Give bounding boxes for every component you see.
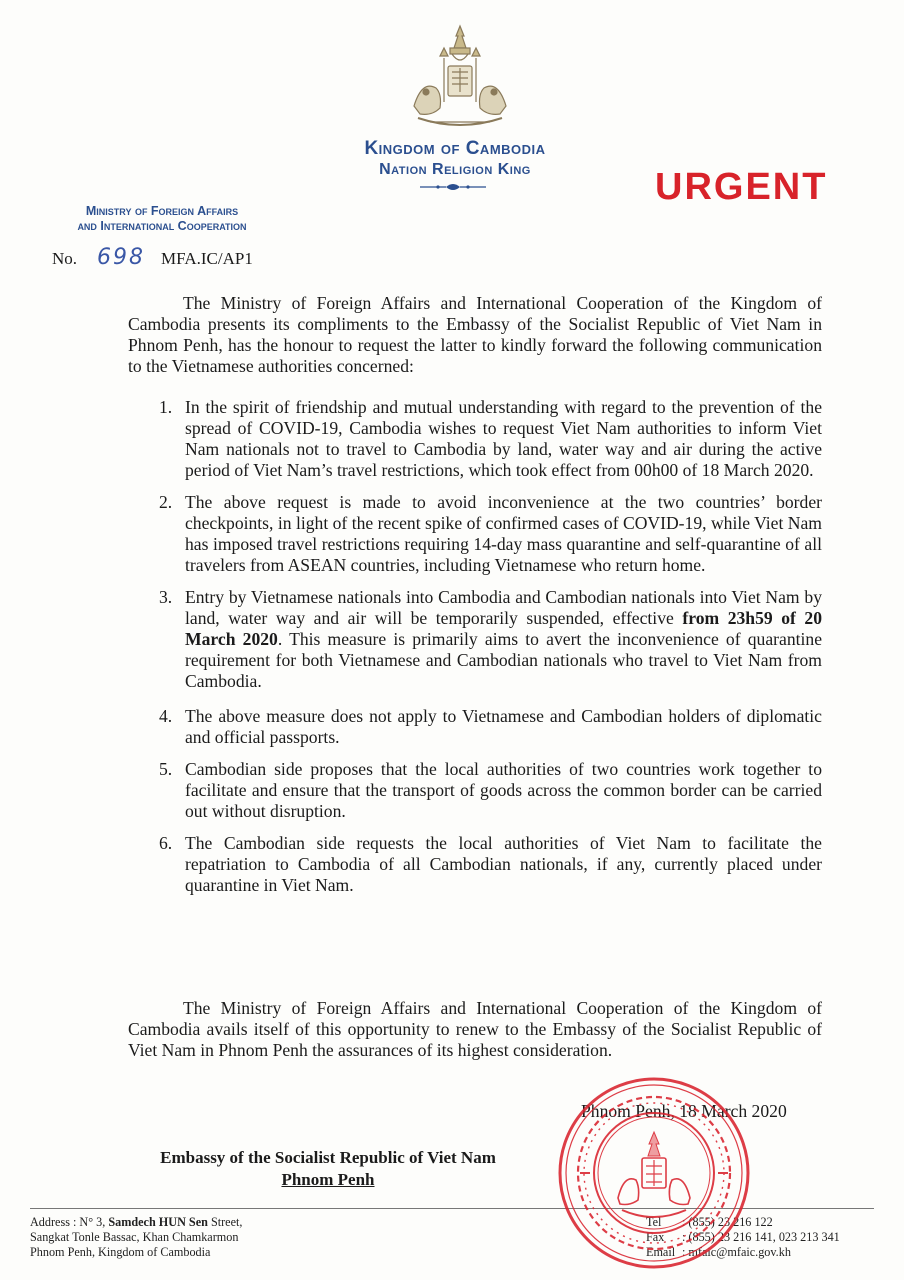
ministry-seal-stamp-icon	[556, 1074, 752, 1272]
reference-number	[52, 245, 253, 270]
reference-prefix: No.	[52, 249, 78, 268]
kingdom-title: Kingdom of Cambodia	[364, 138, 546, 159]
item-text-rest: . This measure is primarily aims to avert the inconvenience of quarantine requirement for both Vietnamese and Cambodian nationals who travel to Viet Nam from Cambodia.	[185, 629, 823, 691]
list-item	[159, 706, 822, 748]
email-value: : mfaic@mfaic.gov.kh	[682, 1245, 791, 1259]
ministry-line-2: and International Cooperation	[77, 219, 247, 233]
list-item	[159, 833, 822, 896]
reference-handwritten-number: 698	[97, 245, 146, 270]
kingdom-motto: Nation Religion King	[379, 161, 531, 178]
recipient-city: Phnom Penh	[281, 1170, 375, 1189]
item-text: The Cambodian side requests the local authorities of Viet Nam to facilitate the repatriation to Cambodia of all Cambodian nationals, if any, currently placed under quarantine in Viet Nam.	[185, 833, 822, 895]
item-text: Cambodian side proposes that the local authorities of two countries work together to facilitate and ensure that the transport of goods across the common border can be carried out without disruption.	[185, 759, 822, 821]
address-street: Samdech HUN Sen	[108, 1215, 208, 1229]
royal-coat-of-arms-icon	[400, 22, 520, 134]
list-item	[159, 492, 822, 576]
footer-address	[30, 1215, 242, 1260]
list-item	[159, 759, 822, 822]
closing-paragraph: The Ministry of Foreign Affairs and International Cooperation of the Kingdom of Cambodia avails itself of this opportunity to renew to the Embassy of the Socialist Republic of Viet Nam in Phnom Penh the assurances of its highest consideration.	[128, 998, 822, 1060]
divider-ornament-icon	[418, 181, 488, 193]
kingdom-heading	[300, 138, 610, 180]
recipient-block	[128, 1147, 528, 1191]
tel-value: : (855) 23 216 122	[682, 1215, 773, 1229]
date-line: Phnom Penh, 18 March 2020	[581, 1101, 787, 1121]
item-text: The above request is made to avoid inconvenience at the two countries’ border checkpoints, in light of the recent spike of confirmed cases of COVID-19, while Viet Nam has imposed travel restrictions requiring 14-day mass quarantine and self-quarantine of all travelers from ASEAN countries, including Vietnamese who return home.	[185, 492, 822, 575]
address-prefix: Address : N° 3,	[30, 1215, 109, 1229]
ministry-line-1: Ministry of Foreign Affairs	[85, 204, 239, 218]
intro-paragraph: The Ministry of Foreign Affairs and International Cooperation of the Kingdom of Cambodia presents its compliments to the Embassy of the Socialist Republic of Viet Nam in Phnom Penh, has the honour to request the latter to kindly forward the following communication to the Vietnamese authorities concerned:	[128, 293, 822, 376]
list-item	[159, 587, 823, 692]
item-text: Entry by Vietnamese nationals into Cambodia and Cambodian nationals into Viet Nam by land, water way and air will be temporarily suspended, effective	[185, 587, 822, 628]
item-number: 3.	[159, 587, 173, 607]
item-text: The above measure does not apply to Vietnamese and Cambodian holders of diplomatic and official passports.	[185, 706, 822, 747]
item-text-bold: from 23h59 of 20 March 2020	[185, 608, 822, 649]
item-text: In the spirit of friendship and mutual understanding with regard to the prevention of the spread of COVID-19, Cambodia wishes to request Viet Nam authorities to inform Viet Nam nationals not to travel to Cambodia by land, water way and air during the active period of Viet Nam’s travel restrictions, which took effect from 00h00 of 18 March 2020.	[185, 397, 822, 480]
ministry-heading	[32, 204, 292, 234]
fax-value: : (855) 23 216 141, 023 213 341	[682, 1230, 840, 1244]
item-number: 5.	[159, 759, 173, 779]
address-suffix: Street,	[207, 1215, 243, 1229]
address-line-2: Sangkat Tonle Bassac, Khan Chamkarmon	[30, 1230, 239, 1244]
email-label: Email	[646, 1245, 676, 1259]
item-number: 4.	[159, 706, 173, 726]
urgent-label: URGENT	[655, 166, 828, 208]
tel-label: Tel	[646, 1215, 662, 1229]
request-list	[159, 397, 823, 907]
recipient-name: Embassy of the Socialist Republic of Viet Nam	[160, 1148, 496, 1167]
list-item	[159, 397, 822, 481]
reference-code: MFA.IC/AP1	[161, 249, 253, 268]
item-number: 2.	[159, 492, 173, 512]
fax-label: Fax	[646, 1230, 665, 1244]
address-line-3: Phnom Penh, Kingdom of Cambodia	[30, 1245, 211, 1259]
item-number: 1.	[159, 397, 173, 417]
item-number: 6.	[159, 833, 173, 853]
